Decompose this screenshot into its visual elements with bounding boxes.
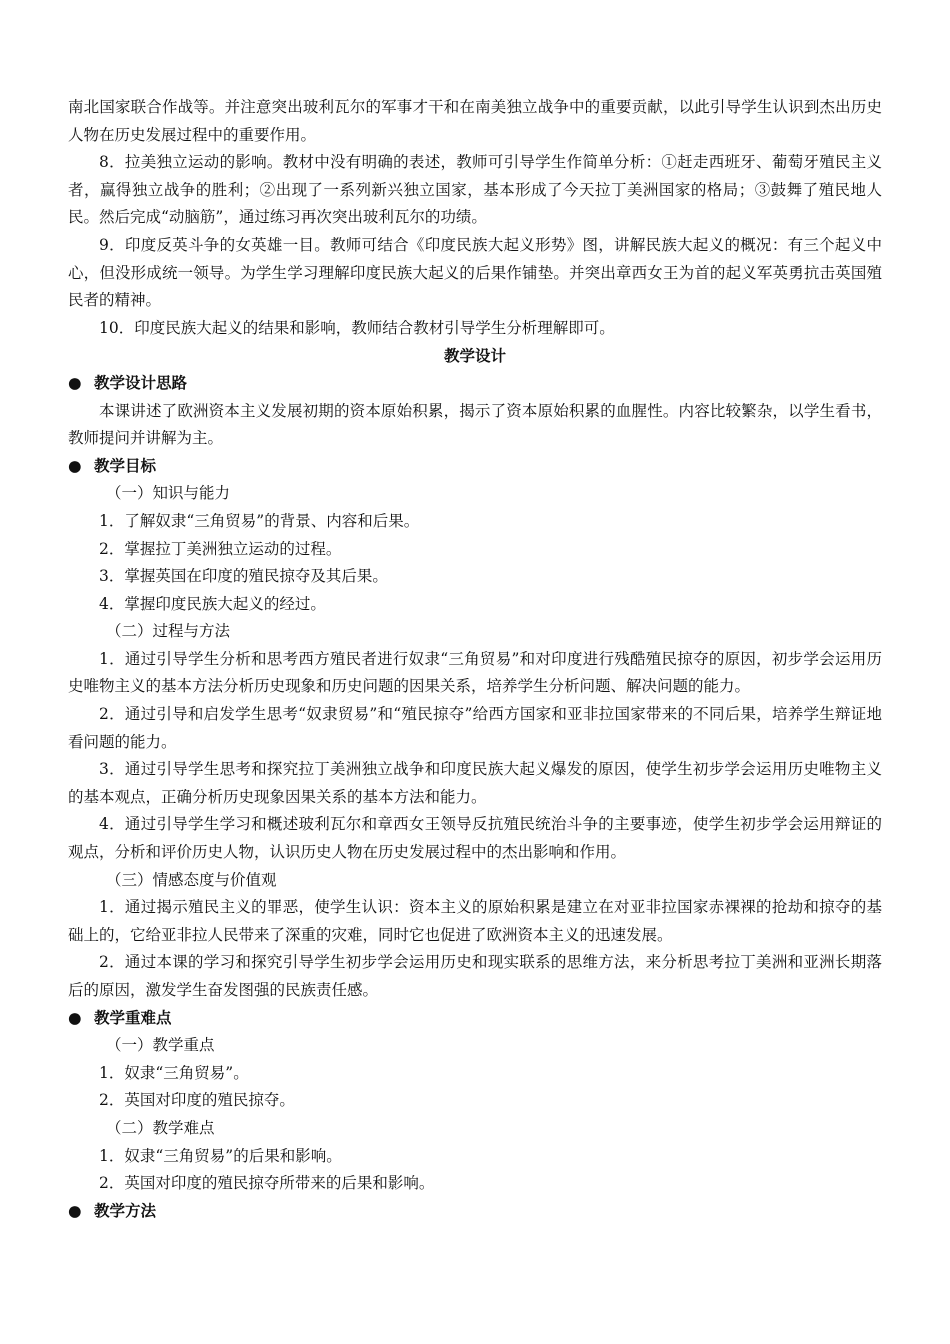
process-title: （二）过程与方法 — [106, 622, 231, 641]
list-item: 4．通过引导学生学习和概述玻利瓦尔和章西女王领导反抗殖民统治斗争的主要事迹，使学生初步学会运用辩证的观点，分析和评价历史人物，认识历史人物在历史发展过程中的杰出影响和作用。 — [68, 815, 882, 862]
knowledge-title: （一）知识与能力 — [106, 484, 231, 503]
list-item: 2．通过引导和启发学生思考“奴隶贸易”和“殖民掠夺”给西方国家和亚非拉国家带来的不同后果，培养学生辩证地看问题的能力。 — [68, 705, 882, 751]
list-item: 1．奴隶“三角贸易”。 — [99, 1063, 249, 1082]
list-item: 2．通过本课的学习和探究引导学生初步学会运用历史和现实联系的思维方法，来分析思考拉丁美洲和亚洲长期落后的原因，激发学生奋发图强的民族责任感。 — [68, 953, 882, 999]
key-points-heading: ● 教学重难点 — [68, 1005, 882, 1033]
list-item: 1．通过引导学生分析和思考西方殖民者进行奴隶“三角贸易”和对印度进行残酷殖民掠夺的原因，初步学会运用历史唯物主义的基本方法分析历史现象和历史问题的因果关系，培养学生分析问题、解决问题的能力。 — [68, 649, 882, 696]
paragraph-item-8: 8．拉美独立运动的影响。教材中没有明确的表述，教师可引导学生作简单分析：①赶走西班牙、葡萄牙殖民主义者，赢得独立战争的胜利；②出现了一系列新兴独立国家，基本形成了今天拉丁美洲国家的格局；③鼓舞了殖民地人民。然后完成“动脑筋”，通过练习再次突出玻利瓦尔的功绩。 — [68, 153, 882, 227]
list-item: 2．掌握拉丁美洲独立运动的过程。 — [99, 539, 342, 558]
design-text: 本课讲述了欧洲资本主义发展初期的资本原始积累，揭示了资本原始积累的血腥性。内容比较繁杂，以学生看书，教师提问并讲解为主。 — [68, 401, 882, 448]
method-heading: ● 教学方法 — [68, 1198, 882, 1226]
bullet-icon: ● — [68, 373, 82, 392]
paragraph-item-9: 9．印度反英斗争的女英雄一目。教师可结合《印度民族大起义形势》图，讲解民族大起义的概况：有三个起义中心，但没形成统一领导。为学生学习理解印度民族大起义的后果作铺垫。并突出章西女王为首的起义军英勇抗击英国殖民者的精神。 — [68, 235, 882, 310]
goals-heading: ● 教学目标 — [68, 453, 882, 481]
list-item: 2．英国对印度的殖民掠夺所带来的后果和影响。 — [99, 1174, 435, 1193]
list-item: 3．通过引导学生思考和探究拉丁美洲独立战争和印度民族大起义爆发的原因，使学生初步学会运用历史唯物主义的基本观点，正确分析历史现象因果关系的基本方法和能力。 — [68, 760, 882, 806]
list-item: 2．英国对印度的殖民掠夺。 — [99, 1091, 295, 1110]
list-item: 4．掌握印度民族大起义的经过。 — [99, 594, 326, 613]
section-title: 教学设计 — [443, 346, 506, 366]
bullet-icon: ● — [68, 1201, 82, 1220]
list-item: 1．奴隶“三角贸易”的后果和影响。 — [99, 1146, 342, 1165]
emotion-title: （三）情感态度与价值观 — [106, 870, 277, 889]
bullet-icon: ● — [68, 1008, 82, 1027]
list-item: 1．通过揭示殖民主义的罪恶，使学生认识：资本主义的原始积累是建立在对亚非拉国家赤裸裸的抢劫和掠夺的基础上的，它给亚非拉人民带来了深重的灾难，同时它也促进了欧洲资本主义的迅速发展。 — [68, 898, 882, 944]
bullet-icon: ● — [68, 456, 82, 475]
document-page — [68, 94, 882, 1225]
paragraph-continuation: 南北国家联合作战等。并注意突出玻利瓦尔的军事才干和在南美独立战争中的重要贡献，以此引导学生认识到杰出历史人物在历史发展过程中的重要作用。 — [68, 98, 882, 144]
list-item: 1．了解奴隶“三角贸易”的背景、内容和后果。 — [99, 511, 420, 530]
difficulty-title: （二）教学难点 — [106, 1118, 215, 1137]
design-heading: ● 教学设计思路 — [68, 370, 882, 398]
focus-title: （一）教学重点 — [106, 1036, 215, 1055]
paragraph-item-10: 10．印度民族大起义的结果和影响，教师结合教材引导学生分析理解即可。 — [99, 318, 615, 337]
list-item: 3．掌握英国在印度的殖民掠夺及其后果。 — [99, 567, 388, 586]
